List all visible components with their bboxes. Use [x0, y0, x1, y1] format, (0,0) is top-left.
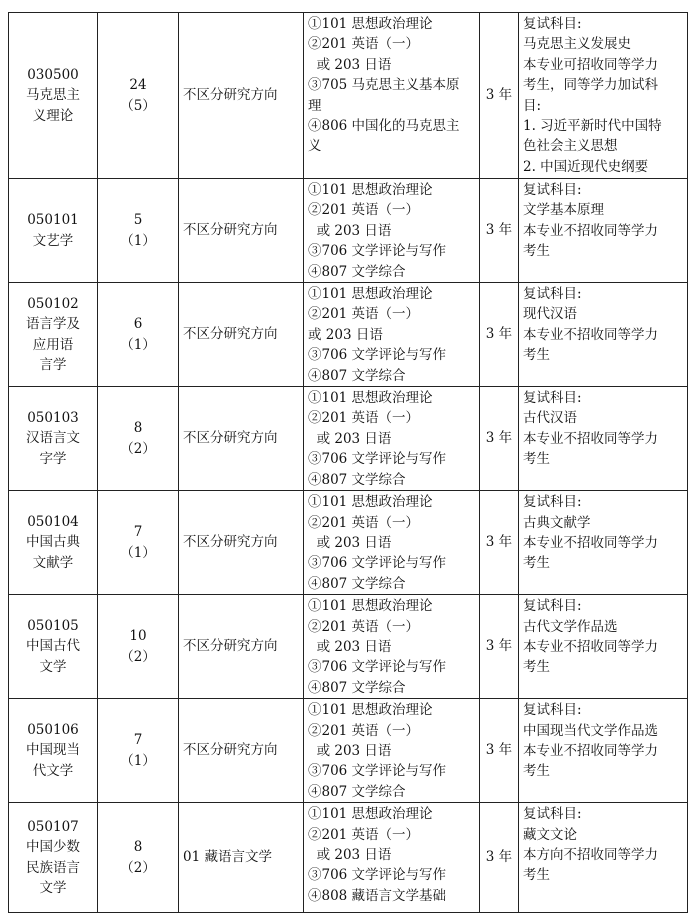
quota-cell	[98, 283, 179, 387]
major-name-line: 文学	[39, 880, 67, 897]
quota-cell	[98, 803, 179, 913]
exam-subject: ②201 英语（一）	[308, 618, 420, 635]
years-cell	[480, 699, 519, 803]
quota: 5	[133, 212, 143, 229]
study-years: 3 年	[485, 326, 513, 343]
exam-subject: ①101 思想政治理论	[308, 16, 433, 32]
exam-subject: ③706 文学评论与写作	[308, 763, 447, 780]
exam-subject: ④807 文学综合	[308, 263, 406, 280]
note-line: 1. 习近平新时代中国特	[523, 118, 662, 135]
exam-subject: ③706 文学评论与写作	[308, 451, 447, 468]
note-line: 考生	[523, 243, 550, 260]
years-cell	[480, 13, 519, 179]
exempt-quota: （1）	[120, 336, 156, 353]
exams-cell	[304, 13, 480, 179]
exam-subject: 或 203 日语	[308, 222, 392, 239]
note-line: 文学基本原理	[523, 202, 604, 219]
years-cell	[480, 803, 519, 913]
quota: 8	[133, 839, 143, 856]
note-line: 考生，同等学力加试科	[523, 77, 658, 94]
major-name-line: 文艺学	[32, 232, 74, 249]
table-row	[9, 491, 688, 595]
exam-subject: 理	[308, 97, 322, 114]
table-row	[9, 283, 688, 387]
note-line: 本专业可招收同等学力	[523, 56, 658, 73]
exam-subject: 或 203 日语	[308, 847, 392, 863]
quota-cell	[98, 179, 179, 283]
exams-cell	[304, 283, 480, 387]
quota: 6	[133, 316, 143, 333]
exam-subject: 或 203 日语	[308, 534, 392, 551]
exam-subject: ④807 文学综合	[308, 367, 406, 384]
table-row	[9, 699, 688, 803]
exempt-quota: （1）	[120, 752, 156, 769]
note-line: 本专业不招收同等学力	[523, 742, 658, 759]
quota: 24	[129, 77, 147, 94]
exam-subject: ④808 藏语言文学基础	[308, 887, 447, 904]
notes-cell	[519, 491, 688, 595]
direction-cell	[179, 179, 304, 283]
major-name-line: 文学	[39, 658, 67, 675]
table-row	[9, 803, 688, 913]
notes-cell	[519, 179, 688, 283]
note-line: 考生	[523, 763, 550, 780]
exempt-quota: （2）	[120, 859, 156, 876]
table-row	[9, 13, 688, 179]
major-name-line: 代文学	[32, 762, 74, 779]
exams-cell	[304, 699, 480, 803]
exempt-quota: （1）	[120, 544, 156, 561]
note-line: 考生	[523, 659, 550, 676]
exam-subject: ④807 文学综合	[308, 783, 406, 800]
exempt-quota: （1）	[120, 232, 156, 249]
exam-subject: ②201 英语（一）	[308, 826, 420, 843]
exam-subject: ④807 文学综合	[308, 679, 406, 696]
major-name-line: 中国现当	[26, 742, 80, 759]
major-name-line: 中国古典	[26, 534, 80, 551]
major-cell	[9, 387, 98, 491]
major-name-line: 民族语言	[26, 859, 80, 876]
major-cell	[9, 13, 98, 179]
quota: 10	[129, 628, 147, 645]
note-line: 2. 中国近现代史纲要	[523, 158, 649, 175]
note-line: 考生	[523, 867, 550, 884]
note-line: 中国现当代文学作品选	[523, 722, 658, 739]
exams-cell	[304, 595, 480, 699]
direction: 不区分研究方向	[183, 430, 278, 447]
quota: 8	[133, 420, 143, 437]
exam-subject: ①101 思想政治理论	[308, 182, 433, 198]
quota: 7	[133, 524, 143, 541]
major-code: 050104	[27, 514, 79, 530]
study-years: 3 年	[485, 638, 513, 655]
table-row	[9, 179, 688, 283]
exam-subject: ③706 文学评论与写作	[308, 347, 447, 364]
study-years: 3 年	[485, 534, 513, 551]
exam-subject: ①101 思想政治理论	[308, 286, 433, 303]
exam-subject: ①101 思想政治理论	[308, 390, 433, 407]
quota-cell	[98, 595, 179, 699]
major-name-line: 义理论	[32, 107, 74, 124]
years-cell	[480, 387, 519, 491]
direction-cell	[179, 803, 304, 913]
major-cell	[9, 491, 98, 595]
exam-subject: 或 203 日语	[308, 430, 392, 447]
major-code: 050105	[27, 618, 79, 635]
major-name-line: 字学	[39, 450, 67, 467]
quota-cell	[98, 491, 179, 595]
major-code: 050103	[27, 409, 79, 426]
notes-cell	[519, 387, 688, 491]
major-cell	[9, 803, 98, 913]
direction: 不区分研究方向	[183, 87, 278, 104]
major-name-line: 言学	[39, 356, 67, 373]
study-years: 3 年	[485, 430, 513, 447]
exam-subject: 或 203 日语	[308, 56, 392, 73]
note-line: 古代汉语	[523, 410, 577, 427]
exam-subject: 或 203 日语	[308, 742, 392, 759]
exam-subject: ③706 文学评论与写作	[308, 867, 447, 884]
notes-cell	[519, 803, 688, 913]
exam-subject: ③705 马克思主义基本原	[308, 77, 460, 94]
exam-subject: ①101 思想政治理论	[308, 702, 433, 719]
direction: 不区分研究方向	[183, 534, 278, 551]
study-years: 3 年	[485, 849, 513, 866]
note-line: 复试科目:	[523, 598, 582, 615]
note-line: 复试科目:	[523, 390, 582, 407]
direction: 不区分研究方向	[183, 326, 278, 343]
direction: 不区分研究方向	[183, 742, 278, 759]
exams-cell	[304, 491, 480, 595]
direction-cell	[179, 595, 304, 699]
notes-cell	[519, 283, 688, 387]
exam-subject: ④806 中国化的马克思主	[308, 118, 460, 135]
exempt-quota: （2）	[120, 440, 156, 457]
note-line: 复试科目:	[523, 16, 582, 32]
major-name-line: 汉语言文	[26, 430, 80, 447]
direction: 不区分研究方向	[183, 222, 278, 239]
exam-subject: ④807 文学综合	[308, 575, 406, 592]
note-line: 考生	[523, 451, 550, 468]
note-line: 本专业不招收同等学力	[523, 326, 658, 343]
exam-subject: ①101 思想政治理论	[308, 806, 433, 823]
exam-subject: 或 203 日语	[308, 638, 392, 655]
note-line: 本专业不招收同等学力	[523, 638, 658, 655]
note-line: 色社会主义思想	[523, 138, 618, 155]
note-line: 古代文学作品选	[523, 618, 618, 635]
major-name-line: 应用语	[32, 336, 74, 353]
note-line: 藏文文论	[523, 826, 577, 843]
notes-cell	[519, 595, 688, 699]
quota-cell	[98, 387, 179, 491]
program-table	[8, 12, 688, 913]
exempt-quota: （5）	[120, 97, 156, 114]
note-line: 现代汉语	[523, 306, 577, 323]
quota-cell	[98, 699, 179, 803]
exam-subject: ④807 文学综合	[308, 471, 406, 488]
note-line: 考生	[523, 347, 550, 364]
major-name-line: 中国古代	[26, 638, 80, 655]
note-line: 复试科目:	[523, 286, 582, 303]
direction: 01 藏语言文学	[183, 849, 272, 866]
exam-subject: ②201 英语（一）	[308, 202, 420, 219]
note-line: 本方向不招收同等学力	[523, 847, 658, 863]
direction-cell	[179, 387, 304, 491]
major-name-line: 文献学	[32, 554, 74, 571]
exams-cell	[304, 387, 480, 491]
major-cell	[9, 179, 98, 283]
exam-subject: ①101 思想政治理论	[308, 494, 433, 511]
study-years: 3 年	[485, 222, 513, 239]
major-cell	[9, 699, 98, 803]
major-name-line: 中国少数	[26, 839, 80, 856]
major-code: 050102	[27, 295, 79, 312]
direction-cell	[179, 13, 304, 179]
exams-cell	[304, 179, 480, 283]
major-code: 050107	[27, 818, 79, 835]
years-cell	[480, 595, 519, 699]
table-row	[9, 595, 688, 699]
note-line: 复试科目:	[523, 702, 582, 719]
direction-cell	[179, 491, 304, 595]
exam-subject: 义	[308, 138, 322, 155]
notes-cell	[519, 13, 688, 179]
major-code: 030500	[27, 66, 79, 83]
direction-cell	[179, 699, 304, 803]
exam-subject: 或 203 日语	[308, 326, 383, 343]
quota: 7	[133, 732, 143, 749]
note-line: 本专业不招收同等学力	[523, 222, 658, 239]
note-line: 本专业不招收同等学力	[523, 534, 658, 551]
direction: 不区分研究方向	[183, 638, 278, 655]
table-row	[9, 387, 688, 491]
exam-subject: ②201 英语（一）	[308, 514, 420, 531]
exams-cell	[304, 803, 480, 913]
note-line: 考生	[523, 555, 550, 572]
major-name-line: 语言学及	[26, 316, 80, 333]
years-cell	[480, 491, 519, 595]
major-code: 050106	[27, 722, 79, 739]
note-line: 古典文献学	[523, 514, 591, 531]
major-name-line: 马克思主	[26, 87, 80, 104]
note-line: 本专业不招收同等学力	[523, 430, 658, 447]
exam-subject: ③706 文学评论与写作	[308, 243, 447, 260]
exam-subject: ②201 英语（一）	[308, 722, 420, 739]
major-cell	[9, 595, 98, 699]
major-code: 050101	[27, 212, 79, 229]
quota-cell	[98, 13, 179, 179]
note-line: 复试科目:	[523, 806, 582, 823]
major-cell	[9, 283, 98, 387]
study-years: 3 年	[485, 742, 513, 759]
years-cell	[480, 283, 519, 387]
study-years: 3 年	[485, 87, 513, 104]
exam-subject: ②201 英语（一）	[308, 410, 420, 427]
exempt-quota: （2）	[120, 648, 156, 665]
exam-subject: ③706 文学评论与写作	[308, 659, 447, 676]
exam-subject: ③706 文学评论与写作	[308, 555, 447, 572]
exam-subject: ①101 思想政治理论	[308, 598, 433, 615]
exam-subject: ②201 英语（一）	[308, 36, 420, 53]
note-line: 复试科目:	[523, 182, 582, 198]
note-line: 马克思主义发展史	[523, 36, 631, 53]
exam-subject: ②201 英语（一）	[308, 306, 420, 323]
years-cell	[480, 179, 519, 283]
note-line: 复试科目:	[523, 494, 582, 511]
notes-cell	[519, 699, 688, 803]
direction-cell	[179, 283, 304, 387]
note-line: 目:	[523, 97, 542, 114]
